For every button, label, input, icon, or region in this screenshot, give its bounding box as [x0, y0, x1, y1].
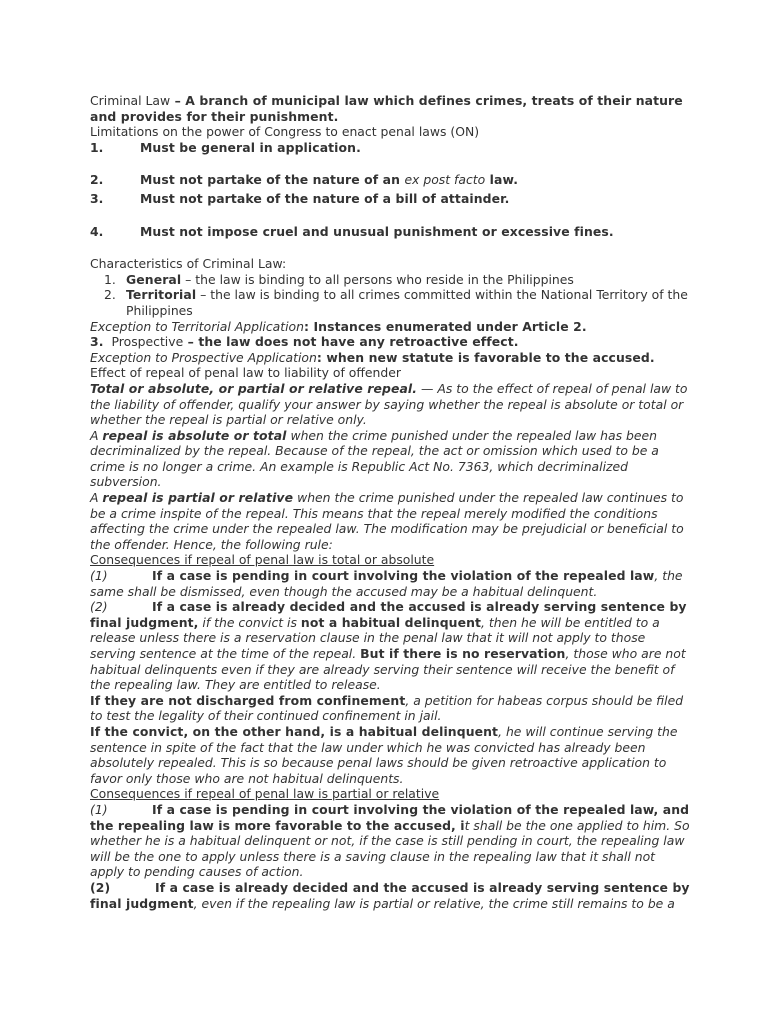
repeal-paragraph — [90, 381, 690, 428]
case-number: (1) — [90, 568, 108, 584]
absolute-repeal-paragraph — [90, 428, 690, 490]
case-text: , the same shall be dismissed, even though the accused may be a habitual delinquent. — [90, 568, 683, 599]
paragraph-text: A — [90, 427, 103, 443]
criminal-law-definition: – A branch of municipal law which defines crimes, treats of their nature and provides for their punishment. — [90, 93, 683, 124]
case-text: , then he will be entitled to a release unless there is a reservation clause in the penal law that it will not apply to those serving sentence at the time of the repeal. — [90, 614, 660, 661]
case-condition: But if there is no reservation — [360, 646, 566, 661]
case-text: , a petition for habeas corpus should be filed to test the legality of their continued confinement in jail. — [90, 692, 684, 724]
case-condition: If a case is pending in court involving the violation of the repealed law — [152, 568, 655, 584]
case-condition: If a case is already decided and the accused is already serving sentence by final judgment — [90, 879, 690, 911]
case-condition: If a case is already decided and the accused is already serving sentence by final judgment, — [90, 599, 687, 630]
relative-repeal-paragraph — [90, 490, 690, 552]
case-text: t shall be the one applied to him. So whether he is a habitual delinquent or not, if the case is still pending in court, the repealing law will be the one to apply unless there is a saving clause in the repealing law that it shall not apply to pending causes of action. — [90, 817, 690, 880]
criminal-law-term: Criminal Law — [90, 93, 171, 108]
limitation-item — [90, 140, 690, 156]
limitation-number: 1. — [90, 139, 104, 155]
characteristic-number: 1. — [104, 271, 116, 287]
limitation-text — [140, 172, 518, 188]
prospective-characteristic — [90, 334, 690, 350]
characteristics-heading: Characteristics of Criminal Law: — [90, 256, 287, 272]
exception-label: Exception to Prospective Application — [90, 349, 317, 365]
paragraph-text: when the crime punished under the repealed law has been decriminalized by the repeal. Because of the repeal, the act or omission which used to be a crime is no longer a crime. An example is Republic Act No. 7363, which decriminalized subversion. — [90, 427, 659, 490]
discharge-paragraph — [90, 693, 690, 724]
case-text: , he will continue serving the sentence in spite of the fact that the law under which he was convicted has already been absolutely repealed. This is so because penal laws should be given retroactive application to favor only those who are not habitual delinquents. — [90, 723, 678, 786]
partial-case-1 — [90, 802, 690, 880]
case-text: if the convict is — [198, 614, 301, 630]
absolute-repeal-term: repeal is absolute or total — [102, 427, 287, 443]
characteristic-item — [104, 287, 690, 318]
limitation-text: Must not partake of the nature of a bill of attainder. — [140, 190, 510, 206]
characteristic-term: General — [126, 271, 182, 287]
partial-case-2 — [90, 880, 690, 911]
limitation-text: Must be general in application. — [140, 139, 361, 155]
total-case-1 — [90, 568, 690, 599]
limitation-item — [90, 172, 690, 188]
total-case-2 — [90, 599, 690, 693]
prospective-exception — [90, 350, 690, 366]
characteristic-text: – the law is binding to all crimes committed within the National Territory of the Philippines — [126, 287, 688, 318]
exception-text: : when new statute is favorable to the accused. — [316, 349, 655, 365]
limitation-number: 3. — [90, 190, 104, 206]
characteristic-item — [104, 272, 690, 288]
characteristic-text: – the law does not have any retroactive effect. — [183, 334, 519, 350]
limitations-heading: Limitations on the power of Congress to enact penal laws (ON) — [90, 124, 480, 140]
case-number: (2) — [90, 599, 108, 615]
limitation-text-part: law. — [485, 172, 519, 188]
characteristic-number: 2. — [104, 287, 116, 303]
case-condition: If the convict, on the other hand, is a habitual delinquent — [90, 723, 499, 739]
characteristic-term: Territorial — [126, 287, 197, 303]
case-number: (1) — [90, 801, 108, 817]
limitation-item — [90, 224, 690, 240]
total-repeal-heading: Consequences if repeal of penal law is total or absolute — [90, 552, 435, 568]
limitation-text-part: Must not partake of the nature of an — [140, 172, 405, 188]
characteristic-text: – the law is binding to all persons who reside in the Philippines — [181, 271, 574, 287]
repeal-title: Total or absolute, or partial or relative repeal. — [90, 380, 418, 396]
characteristic-term: Prospective — [111, 334, 184, 350]
paragraph-text: A — [90, 490, 103, 506]
intro-paragraph — [90, 93, 690, 124]
habitual-delinquent-paragraph — [90, 724, 690, 786]
case-number: (2) — [90, 879, 111, 895]
limitation-number: 4. — [90, 223, 104, 239]
characteristic-number: 3. — [90, 334, 104, 350]
case-condition: not a habitual delinquent — [300, 614, 482, 630]
limitation-item — [90, 191, 690, 207]
case-text: , even if the repealing law is partial or relative, the crime still remains to be a — [193, 895, 675, 911]
repeal-heading: Effect of repeal of penal law to liability of offender — [90, 365, 401, 381]
exception-text: : Instances enumerated under Article 2. — [304, 318, 587, 334]
case-condition: If they are not discharged from confinement — [90, 692, 406, 708]
case-text: , those who are not habitual delinquents even if they are already serving their sentence will receive the benefit of the repealing law. They are entitled to release. — [90, 646, 686, 693]
territorial-exception — [90, 319, 690, 335]
document-body — [90, 93, 690, 911]
relative-repeal-term: repeal is partial or relative — [102, 490, 294, 506]
ex-post-facto-term: ex post facto — [404, 172, 486, 188]
paragraph-text: when the crime punished under the repealed law continues to be a crime inspite of the repeal. This means that the repeal merely modified the conditions affecting the crime under the repealed law. The modification may be prejudicial or beneficial to the offender. Hence, the following rule: — [90, 490, 684, 552]
case-condition: If a case is pending in court involving the violation of the repealed law, and the repealing law is more favorable to the accused, i — [90, 801, 690, 833]
characteristics-list — [90, 272, 690, 319]
repeal-text: — As to the effect of repeal of penal law to the liability of offender, qualify your answer by saying whether the repeal is absolute or total or whether the repeal is partial or relative only. — [90, 380, 688, 428]
limitation-number: 2. — [90, 172, 104, 188]
limitation-text: Must not impose cruel and unusual punishment or excessive fines. — [140, 223, 614, 239]
partial-repeal-heading: Consequences if repeal of penal law is partial or relative — [90, 786, 440, 802]
exception-label: Exception to Territorial Application — [90, 318, 304, 334]
